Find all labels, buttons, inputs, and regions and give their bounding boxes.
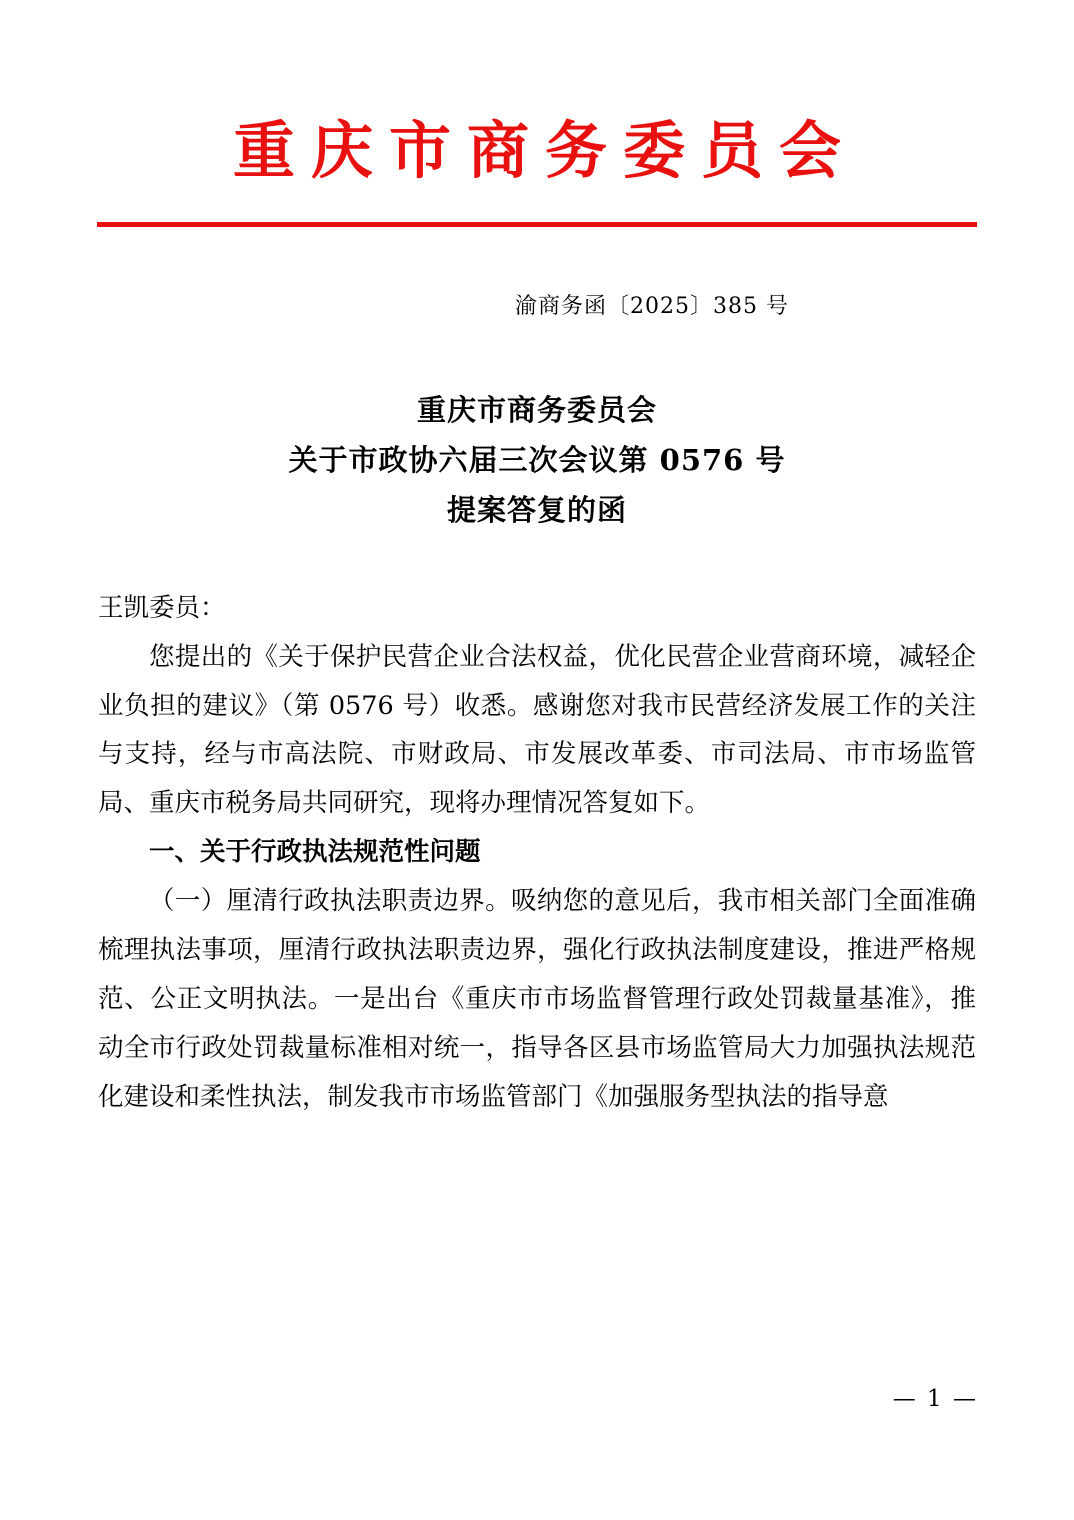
document-title-line-2: 关于市政协六届三次会议第 0576 号 (288, 442, 786, 477)
document-number: 渝商务函〔2025〕385 号 (515, 294, 789, 319)
document-title (0, 386, 1074, 536)
letterhead (0, 114, 1074, 227)
body-paragraph-1: 您提出的《关于保护民营企业合法权益，优化民营企业营商环境，减轻企业负担的建议》（第 0576 号）收悉。感谢您对我市民营经济发展工作的关注与支持，经与市高法院、市财政局、市发展改革委、市司法局、市市场监管局、重庆市税务局共同研究，现将办理情况答复如下。 (98, 641, 976, 819)
page-number: — 1 — (892, 1386, 978, 1412)
section-heading-1: 一、关于行政执法规范性问题 (149, 837, 481, 868)
body-paragraph-2: （一）厘清行政执法职责边界。吸纳您的意见后，我市相关部门全面准确梳理执法事项，厘清行政执法职责边界，强化行政执法制度建设，推进严格规范、公正文明执法。一是出台《重庆市市场监督管理行政处罚裁量基准》，推动全市行政处罚裁量标准相对统一，指导各区县市场监管局大力加强执法规范化建设和柔性执法，制发我市市场监管部门《加强服务型执法的指导意 (98, 886, 976, 1113)
document-title-line-3: 提案答复的函 (446, 492, 627, 527)
document-title-line-1: 重庆市商务委员会 (416, 393, 657, 427)
letterhead-organization: 重庆市商务委员会 (232, 114, 857, 187)
document-body (98, 584, 976, 1122)
salutation: 王凯委员： (98, 592, 226, 623)
letterhead-rule (97, 222, 977, 227)
